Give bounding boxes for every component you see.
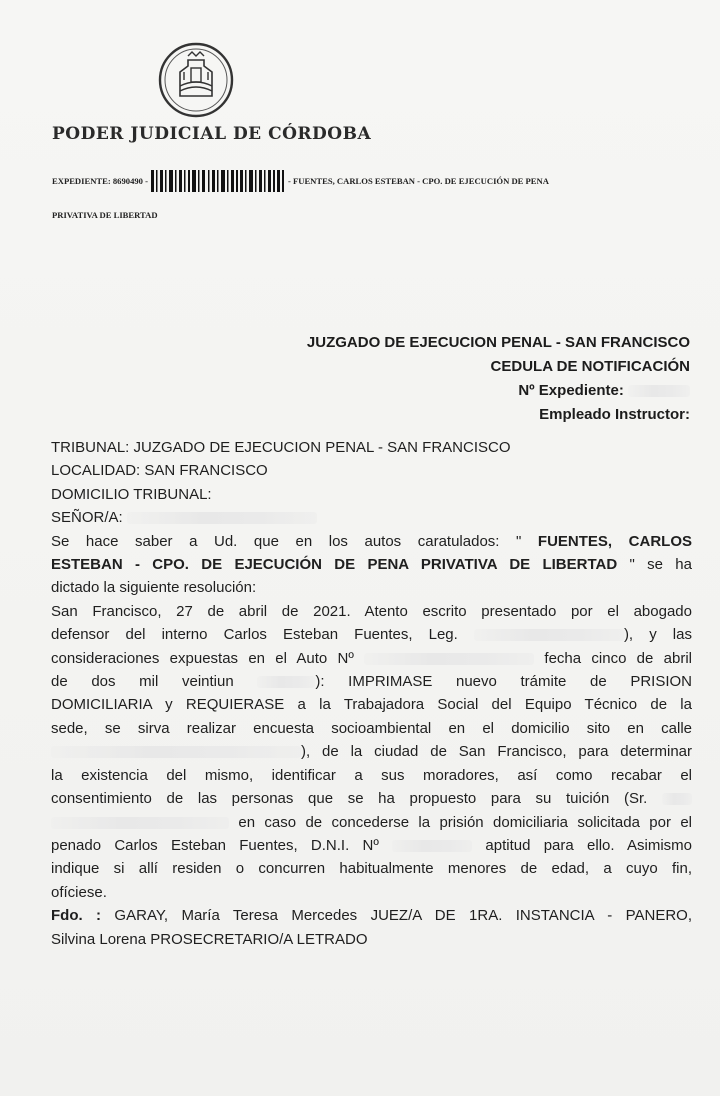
notice-heading <box>307 331 690 427</box>
instructor-label: Empleado Instructor: <box>539 406 690 423</box>
body-line: ofíciese. <box>51 883 107 901</box>
body-text-segment: en caso de concederse la prisión domiciliaria solicitada por el <box>238 813 693 831</box>
court-name: JUZGADO DE EJECUCION PENAL - SAN FRANCISCO <box>306 334 690 351</box>
body-line: San Francisco, 27 de abril de 2021. Atento escrito presentado por el abogado <box>51 602 692 620</box>
expediente-caption-continued: PRIVATIVA DE LIBERTAD <box>52 210 158 220</box>
body-text-segment: consentimiento de las personas que se ha propuesto para su tuición (Sr. <box>51 790 648 808</box>
expediente-caption: - FUENTES, CARLOS ESTEBAN - CPO. DE EJECUCIÓN DE PENA <box>287 176 549 186</box>
body-line <box>51 787 692 810</box>
recipient-label: SEÑOR/A: <box>51 509 123 527</box>
court-seal-icon <box>158 42 234 118</box>
body-text-segment: de dos mil veintiun <box>51 673 234 691</box>
body-text-segment: penado Carlos Esteban Fuentes, D.N.I. Nº <box>51 836 379 854</box>
body-text-segment: consideraciones expuestas en el Auto Nº <box>51 649 354 667</box>
body-line <box>51 740 692 763</box>
redacted-expediente-number <box>628 385 690 397</box>
body-line <box>51 530 692 553</box>
recipient-field <box>51 506 692 529</box>
expediente-number-line <box>307 379 690 403</box>
localidad-field: LOCALIDAD: SAN FRANCISCO <box>51 462 268 480</box>
domicilio-field: DOMICILIO TRIBUNAL: <box>51 485 212 503</box>
redacted-auto-number <box>364 653 534 665</box>
body-line <box>51 811 692 834</box>
body-text-segment: ), y las <box>623 626 692 644</box>
document-type: CEDULA DE NOTIFICACIÓN <box>490 358 690 375</box>
redacted-legajo <box>474 629 624 641</box>
expediente-number-label: Nº Expediente: <box>518 382 624 399</box>
body-line: la existencia del mismo, identificar a sus moradores, así como recabar el <box>51 766 692 784</box>
redacted-recipient-name <box>127 512 317 524</box>
expediente-header-line <box>52 170 712 192</box>
signature-label: Fdo. : <box>51 907 102 925</box>
signature-text: GARAY, María Teresa Mercedes JUEZ/A DE 1RA. INSTANCIA - PANERO, <box>101 907 692 925</box>
body-line <box>51 670 692 693</box>
body-text-segment: aptitud para ello. Asimismo <box>485 836 692 854</box>
body-line: dictado la siguiente resolución: <box>51 579 257 597</box>
redacted-guardian-name <box>51 817 229 829</box>
expediente-label: EXPEDIENTE: 8690490 - <box>52 176 148 186</box>
body-line <box>51 834 692 857</box>
redacted-guardian-name <box>662 793 692 805</box>
body-line: DOMICILIARIA y REQUIERASE a la Trabajadora Social del Equipo Técnico de la <box>51 696 692 714</box>
body-line: indique si allí residen o concurren habitualmente menores de edad, a cuyo fin, <box>51 860 692 878</box>
barcode-icon <box>151 170 285 192</box>
body-text-segment: ), de la ciudad de San Francisco, para determinar <box>301 743 692 761</box>
tribunal-field: TRIBUNAL: JUZGADO DE EJECUCION PENAL - SAN FRANCISCO <box>51 439 511 456</box>
body-text-segment: fecha cinco de abril <box>544 649 692 667</box>
body-text-segment: " se ha <box>617 556 692 574</box>
redacted-address <box>51 746 301 758</box>
case-title-segment: FUENTES, CARLOS <box>521 532 692 550</box>
body-line <box>51 647 692 670</box>
case-title-segment: ESTEBAN - CPO. DE EJECUCIÓN DE PENA PRIVATIVA DE LIBERTAD <box>51 556 618 574</box>
organization-name: PODER JUDICIAL DE CÓRDOBA <box>52 124 372 144</box>
body-line <box>51 623 692 646</box>
signature-line: Silvina Lorena PROSECRETARIO/A LETRADO <box>51 930 368 948</box>
body-line <box>51 553 692 576</box>
redacted-dni <box>392 840 472 852</box>
body-text-segment: defensor del interno Carlos Esteban Fuentes, Leg. <box>51 626 458 644</box>
notice-body <box>51 436 692 951</box>
redacted-year <box>257 676 315 688</box>
signature-line <box>51 904 692 927</box>
body-text-segment: Se hace saber a Ud. que en los autos caratulados: " <box>51 532 522 550</box>
body-text-segment: ): IMPRIMASE nuevo trámite de PRISION <box>315 673 692 691</box>
body-line: sede, se sirva realizar encuesta socioambiental en el domicilio sito en calle <box>51 719 692 737</box>
